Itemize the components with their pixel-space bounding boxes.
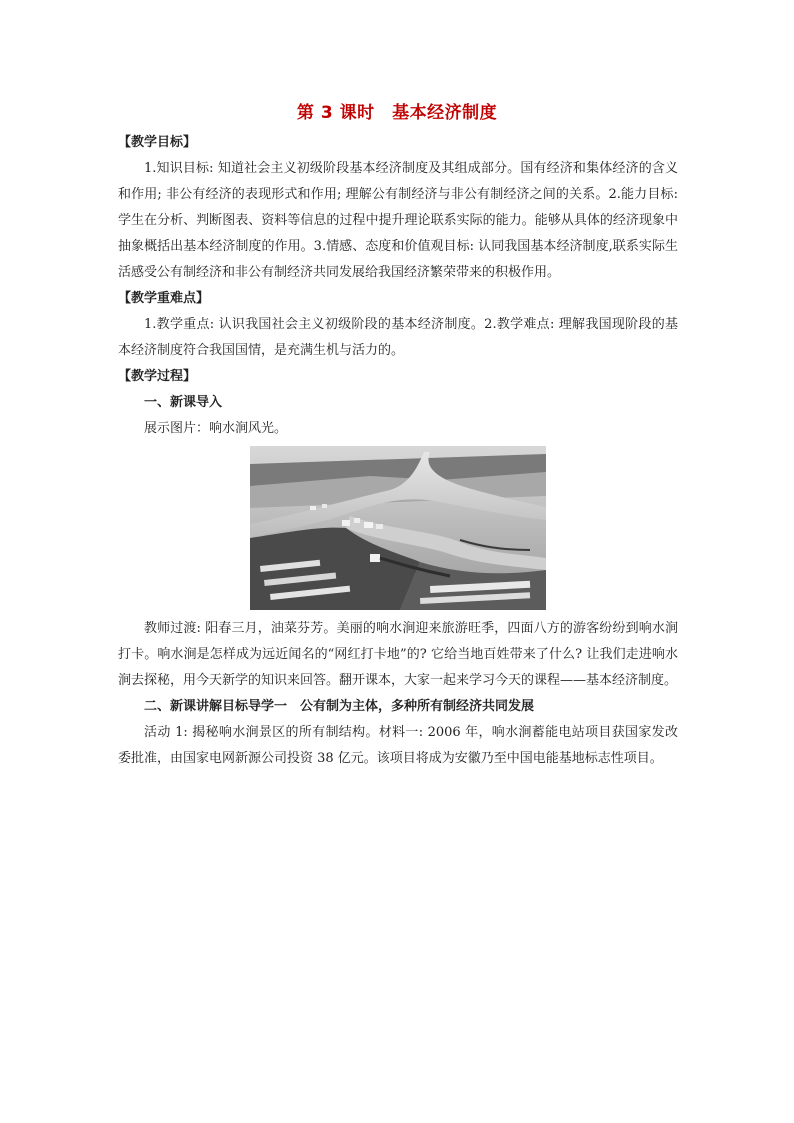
activity-text: 活动 1: 揭秘响水涧景区的所有制结构。材料一: 2006 年，响水涧蓄能电站项目获国家发改委批准，由国家电网新源公司投资 38 亿元。该项目将成为安徽乃至中国电能基地标志性项目。 [118,725,678,766]
document-body [118,130,678,772]
part2-title: 二、新课讲解目标导学一 公有制为主体，多种所有制经济共同发展 [144,699,535,714]
process-heading: 【教学过程】 [118,369,197,384]
key-points-text: 1.教学重点: 认识我国社会主义初级阶段的基本经济制度。2.教学难点: 理解我国现阶段的基本经济制度符合我国国情，是充满生机与活力的。 [118,317,678,358]
page-title: 第 3 课时 基本经济制度 [296,103,498,123]
landscape-photo-drawing [250,446,546,610]
key-points-heading: 【教学重难点】 [118,291,210,306]
show-image-text: 展示图片：响水涧风光。 [144,421,288,436]
objectives-heading: 【教学目标】 [118,135,197,150]
transition-text: 教师过渡: 阳春三月，油菜芬芳。美丽的响水涧迎来旅游旺季，四面八方的游客纷纷到响水涧打卡。响水涧是怎样成为远近闻名的“网红打卡地”的? 它给当地百姓带来了什么? 让我们走进响水涧去探秘，用今天新学的知识来回答。翻开课本，大家一起来学习今天的课程——基本经济制度。 [118,621,678,688]
objectives-text: 1.知识目标: 知道社会主义初级阶段基本经济制度及其组成部分。国有经济和集体经济的含义和作用; 非公有经济的表现形式和作用; 理解公有制经济与非公有制经济之间的关系。2.能力目标: 学生在分析、判断图表、资料等信息的过程中提升理论联系实际的能力。能够从具体的经济现象中抽象概括出基本经济制度的作用。3.情感、态度和价值观目标: 认同我国基本经济制度,联系实际生活感受公有制经济和非公有制经济共同发展给我国经济繁荣带来的积极作用。 [118,161,678,280]
part1-title: 一、新课导入 [144,395,223,410]
landscape-photo [250,446,546,610]
